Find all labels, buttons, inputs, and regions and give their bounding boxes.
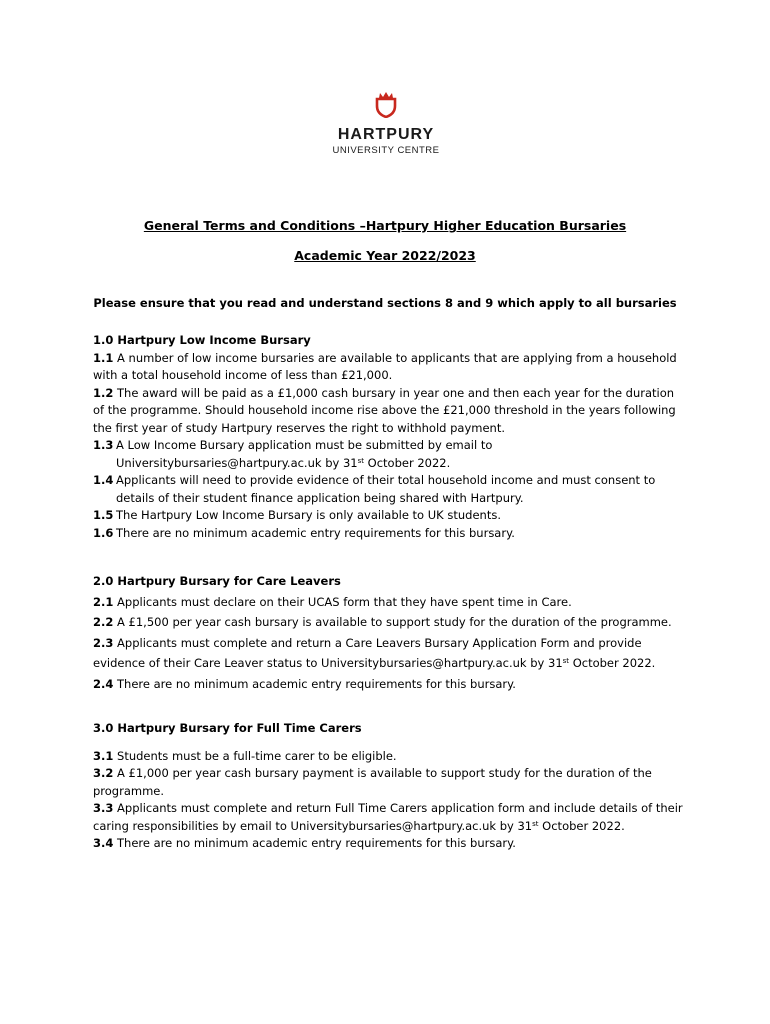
clause-number: 2.1 — [93, 594, 114, 609]
clause-3-3 — [93, 800, 683, 835]
section-heading: 2.0 Hartpury Bursary for Care Leavers — [93, 574, 341, 588]
section-heading: 3.0 Hartpury Bursary for Full Time Carers — [93, 721, 362, 735]
ordinal-suffix: st — [532, 819, 539, 828]
clause-number: 3.1 — [93, 748, 114, 763]
clause-text: A £1,500 per year cash bursary is available to support study for the duration of the programme. — [113, 615, 672, 629]
clause-1-1 — [93, 350, 683, 385]
ordinal-suffix: st — [562, 657, 570, 665]
clause-text: A number of low income bursaries are available to applicants that are applying from a household with a total household income of less than £21,000. — [93, 350, 677, 382]
clause-2-2 — [93, 612, 683, 633]
clause-text-end: October 2022. — [364, 455, 451, 470]
clause-text: Applicants must declare on their UCAS form that they have spent time in Care. — [113, 594, 572, 609]
clause-2-1 — [93, 592, 683, 613]
logo-subtitle: UNIVERSITY CENTRE — [332, 145, 440, 156]
clause-text: A £1,000 per year cash bursary payment is available to support study for the duration of the programme. — [93, 766, 652, 798]
clause-number: 1.6 — [93, 525, 114, 540]
clause-number: 1.5 — [93, 508, 114, 522]
notice-text: Please ensure that you read and understand sections 8 and 9 which apply to all bursaries — [93, 296, 677, 310]
logo-name: HARTPURY — [337, 126, 435, 143]
clause-text: The Hartpury Low Income Bursary is only available to UK students. — [116, 508, 501, 522]
clause-number: 1.2 — [93, 385, 114, 400]
clause-text-end: October 2022. — [538, 818, 625, 833]
clause-number: 3.2 — [93, 766, 114, 780]
clause-number: 1.4 — [93, 473, 114, 487]
clause-1-5 — [93, 507, 683, 525]
clause-1-4 — [93, 472, 683, 507]
clause-number: 2.4 — [93, 676, 114, 691]
clause-number: 3.3 — [93, 801, 114, 815]
clause-text: Applicants will need to provide evidence of their total household income and must consent to details of their student finance application being shared with Hartpury. — [116, 473, 656, 505]
clause-number: 3.4 — [93, 836, 114, 850]
clause-text: A Low Income Bursary application must be submitted by email to Universitybursaries@hartpury.ac.uk by 31 — [116, 438, 493, 470]
clause-1-6 — [93, 525, 683, 543]
clause-1-3 — [93, 437, 683, 472]
section-heading: 1.0 Hartpury Low Income Bursary — [93, 333, 311, 347]
clause-text: Applicants must complete and return Full Time Carers application form and include details of their caring responsibilities by email to Universitybursaries@hartpury.ac.uk by 31 — [93, 801, 683, 833]
clause-number: 2.2 — [93, 615, 114, 629]
hartpury-logo — [318, 90, 454, 156]
clause-3-4 — [93, 835, 683, 853]
clause-number: 2.3 — [93, 635, 114, 650]
section-full-time-carers-bursary — [93, 720, 683, 853]
clause-number: 1.3 — [93, 438, 114, 452]
acorn-shield-icon — [372, 90, 400, 118]
clause-text: There are no minimum academic entry requirements for this bursary. — [113, 676, 516, 691]
clause-text: Applicants must complete and return a Care Leavers Bursary Application Form and provide evidence of their Care Leaver status to Universitybursaries@hartpury.ac.uk by 31 — [93, 635, 642, 670]
section-care-leavers-bursary — [93, 571, 683, 694]
clause-text: There are no minimum academic entry requirements for this bursary. — [116, 525, 515, 540]
clause-2-3 — [93, 633, 683, 674]
clause-1-2 — [93, 385, 683, 438]
clause-2-4 — [93, 674, 683, 695]
clause-number: 1.1 — [93, 350, 114, 365]
ordinal-suffix: st — [357, 456, 364, 465]
clause-text: There are no minimum academic entry requirements for this bursary. — [113, 836, 516, 850]
clause-3-1 — [93, 748, 683, 766]
section-low-income-bursary — [93, 332, 683, 542]
clause-text: The award will be paid as a £1,000 cash bursary in year one and then each year for the duration of the programme. Should household income rise above the £21,000 threshold in the years following the first year of study Hartpury reserves the right to withhold payment. — [93, 385, 676, 435]
clause-text: Students must be a full-time carer to be eligible. — [113, 748, 397, 763]
academic-year: Academic Year 2022/2023 — [294, 248, 476, 263]
clause-text-end: October 2022. — [569, 656, 656, 670]
clause-3-2 — [93, 765, 683, 800]
document-title: General Terms and Conditions –Hartpury Higher Education Bursaries — [143, 218, 627, 233]
